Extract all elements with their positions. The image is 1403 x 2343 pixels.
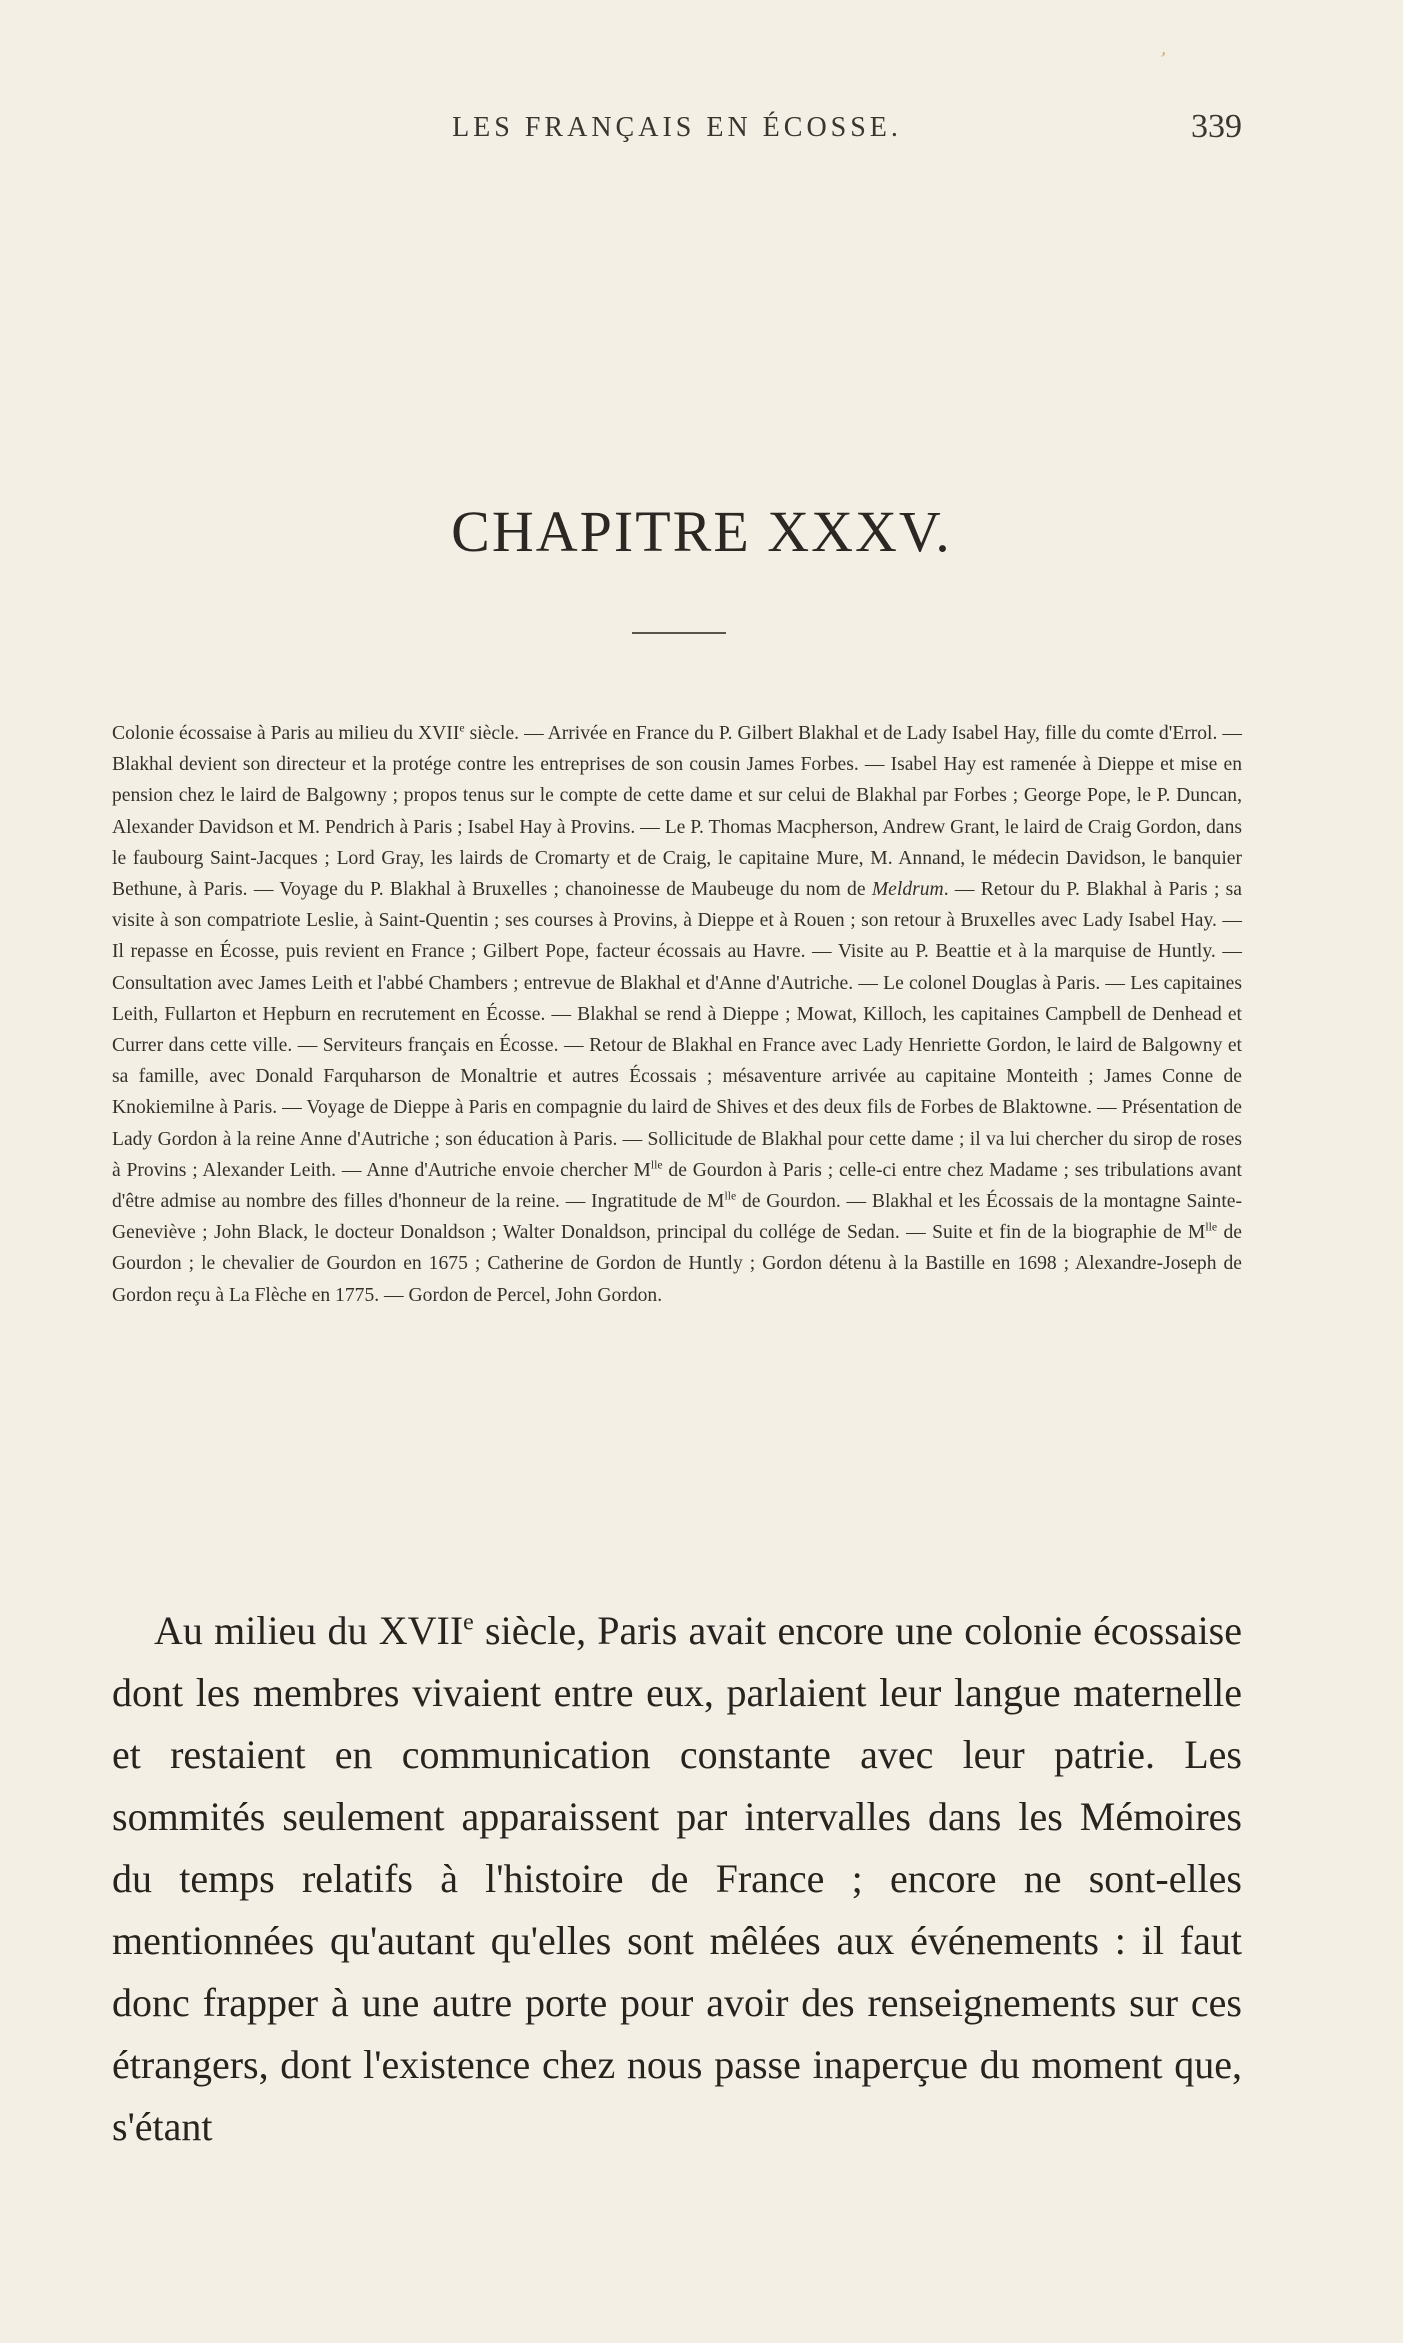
page-number: 339 <box>1191 108 1242 145</box>
summary-italic-name: Meldrum <box>871 879 944 901</box>
body-text <box>112 1600 1242 2158</box>
summary-superscript: lle <box>724 1189 737 1203</box>
body-superscript: e <box>463 1609 474 1636</box>
summary-text: Colonie écossaise à Paris au milieu du XVII <box>112 723 460 744</box>
margin-mark: ’ <box>1154 47 1169 71</box>
body-text-segment: Au milieu du XVII <box>154 1608 464 1653</box>
summary-paragraph <box>112 718 1242 1311</box>
summary-text: de Gourdon ; le chevalier de Gourdon en 1675 ; Catherine de Gordon de Huntly ; Gordon détenu à la Bastille en 1698 ; Alexandre-Joseph de Gordon reçu à La Flèche en 1775. — Gordon de Percel, John Gordon. <box>112 1222 1242 1306</box>
summary-text: de Gourdon à Paris ; celle-ci entre chez Madame ; ses tribulations avant d'être admise au nombre des filles d'honneur de la reine. — Ingratitude de M <box>112 1159 1242 1213</box>
summary-superscript: e <box>459 721 465 735</box>
summary-superscript: lle <box>1205 1220 1218 1234</box>
chapter-divider <box>632 632 726 634</box>
summary-text: . — Retour du P. Blakhal à Paris ; sa visite à son compatriote Leslie, à Saint-Quentin ; ses courses à Provins, à Dieppe et à Rouen ; son retour à Bruxelles avec Lady Isabel Hay. — Il repasse en Écosse, puis revient en France ; Gilbert Pope, facteur écossais au Havre. — Visite au P. Beattie et à la marquise de Huntly. — Consultation avec James Leith et l'abbé Chambers ; entrevue de Blakhal et d'Anne d'Autriche. — Le colonel Douglas à Paris. — Les capitaines Leith, Fullarton et Hepburn en recrutement en Écosse. — Blakhal se rend à Dieppe ; Mowat, Killoch, les capitaines Campbell de Denhead et Currer dans cette ville. — Serviteurs français en Écosse. — Retour de Blakhal en France avec Lady Henriette Gordon, le laird de Balgowny et sa famille, avec Donald Farquharson de Monaltrie et autres Écossais ; mésaventure arrivée au capitaine Monteith ; James Conne de Knokiemilne à Paris. — Voyage de Dieppe à Paris en compagnie du laird de Shives et des deux fils de Forbes de Blaktowne. — Présentation de Lady Gordon à la reine Anne d'Autriche ; son éducation à Paris. — Sollicitude de Blakhal pour cette dame ; il va lui chercher du sirop de roses à Provins ; Alexander Leith. — Anne d'Autriche envoie chercher M <box>112 879 1243 1181</box>
summary-text: de Gourdon. — Blakhal et les Écossais de la montagne Sainte-Geneviève ; John Black, le docteur Donaldson ; Walter Donaldson, principal du collége de Sedan. — Suite et fin de la biographie de M <box>112 1191 1242 1244</box>
chapter-title: CHAPITRE XXXV. <box>451 499 952 564</box>
body-paragraph <box>112 1600 1242 2158</box>
chapter-summary <box>112 718 1242 1311</box>
running-title: LES FRANÇAIS EN ÉCOSSE. <box>452 112 902 143</box>
running-header <box>112 108 1242 148</box>
summary-superscript: lle <box>650 1158 663 1172</box>
summary-text: siècle. — Arrivée en France du P. Gilbert Blakhal et de Lady Isabel Hay, fille du comte d'Errol. — Blakhal devient son directeur et la protége contre les entreprises de son cousin James Forbes. — Isabel Hay est ramenée à Dieppe et mise en pension chez le laird de Balgowny ; propos tenus sur le compte de cette dame et sur celui de Blakhal par Forbes ; George Pope, le P. Duncan, Alexander Davidson et M. Pendrich à Paris ; Isabel Hay à Provins. — Le P. Thomas Macpherson, Andrew Grant, le laird de Craig Gordon, dans le faubourg Saint-Jacques ; Lord Gray, les lairds de Cromarty et de Craig, le capitaine Mure, M. Annand, le médecin Davidson, le banquier Bethune, à Paris. — Voyage du P. Blakhal à Bruxelles ; chanoinesse de Maubeuge du nom de <box>112 723 1242 901</box>
body-text-segment: siècle, Paris avait encore une colonie écossaise dont les membres vivaient entre eux, parlaient leur langue maternelle et restaient en communication constante avec leur patrie. Les sommités seulement apparaissent par intervalles dans les Mémoires du temps relatifs à l'histoire de France ; encore ne sont-elles mentionnées qu'autant qu'elles sont mêlées aux événements : il faut donc frapper à une autre porte pour avoir des renseignements sur ces étrangers, dont l'existence chez nous passe inaperçue du moment que, s'étant <box>112 1608 1242 2149</box>
